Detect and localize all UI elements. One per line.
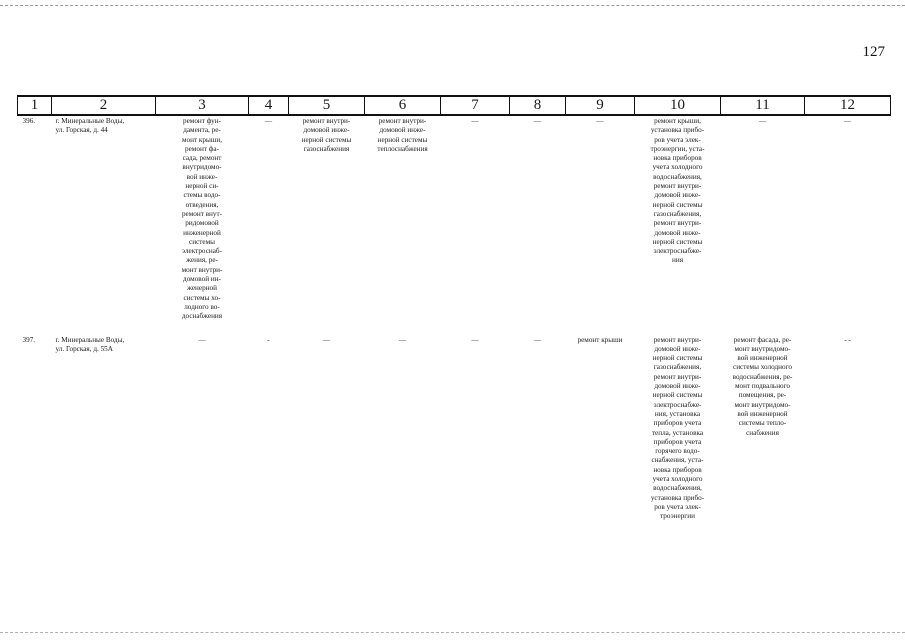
repair-schedule-table [17,95,891,521]
work-cell-5: — [322,335,331,344]
work-cell-3: — [198,335,206,344]
row-spacer [18,322,891,335]
column-number-header [18,96,891,115]
work-cell-7: — [471,335,479,344]
work-cell-9: ремонт крыши [577,335,623,344]
building-address: г. Минеральные Воды, ул. Горская, д. 44 [55,117,125,135]
column-header-10: 10 [635,96,721,115]
column-header-7: 7 [441,96,510,115]
row-number: 397. [22,335,36,344]
table-row [18,115,891,322]
work-cell-4: — [264,117,273,125]
page-number: 127 [862,44,885,60]
work-cell-10: ремонт внутри- домовой инже- нерной системы газоснабжения, ремонт внутри- домовой инже- нерной системы электроснабже- ния, установка приборов учета тепла, установка приборов учета горячего водо- снабжения, уста- новка приборов учета холодного водоснабжения, установка прибо- ров учета элек- троэнергии [650,335,705,521]
work-cell-6: ремонт внутри- домовой инже- нерной системы теплоснабжения [377,117,428,153]
scan-edge-top [0,5,905,6]
column-header-8: 8 [510,96,566,115]
work-cell-11: ремонт фасада, ре- монт внутридомо- вой инженерной системы холодного водоснабжения, ре- монт подвального помещения, ре- монт внутридомо- вой инженерной системы тепло- снабжения [732,335,793,437]
work-cell-7: — [471,117,479,125]
work-cell-6: — [398,335,407,344]
column-header-1: 1 [18,96,52,115]
column-header-9: 9 [566,96,635,115]
work-cell-4: - [267,335,270,344]
building-address: г. Минеральные Воды, ул. Горская, д. 55А [55,335,125,353]
column-header-11: 11 [721,96,805,115]
table-row [18,335,891,522]
scan-edge-bottom [0,632,905,633]
work-cell-12: — [843,117,852,125]
column-header-12: 12 [805,96,891,115]
column-header-2: 2 [52,96,156,115]
work-cell-11: — [758,117,767,125]
row-number: 396. [22,117,36,125]
work-cell-10: ремонт крыши, установка прибо- ров учета элек- троэнергии, уста- новка приборов учета холодного водоснабжения, ремонт внутри- домовой инже- нерной системы газоснабжения, ремонт внутри- домовой инже- нерной системы электроснабже- ния [650,117,705,265]
column-header-4: 4 [249,96,289,115]
work-cell-8: — [533,117,542,125]
column-header-5: 5 [289,96,365,115]
work-cell-12: - - [844,335,851,344]
work-cell-3: ремонт фун- дамента, ре- монт крыши, ремонт фа- сада, ремонт внутридомо- вой инже- нерной си- стемы водо- отведения, ремонт внут- ридомовой инженерной системы электроснаб- жения, ре- монт внутри- домовой ин- женерной системы хо- лодного во- доснабжения [181,117,223,321]
column-header-6: 6 [365,96,441,115]
work-cell-5: ремонт внутри- домовой инже- нерной системы газоснабжения [301,117,352,153]
work-cell-8: — [533,335,542,344]
column-header-3: 3 [156,96,249,115]
work-cell-9: — [596,117,604,125]
